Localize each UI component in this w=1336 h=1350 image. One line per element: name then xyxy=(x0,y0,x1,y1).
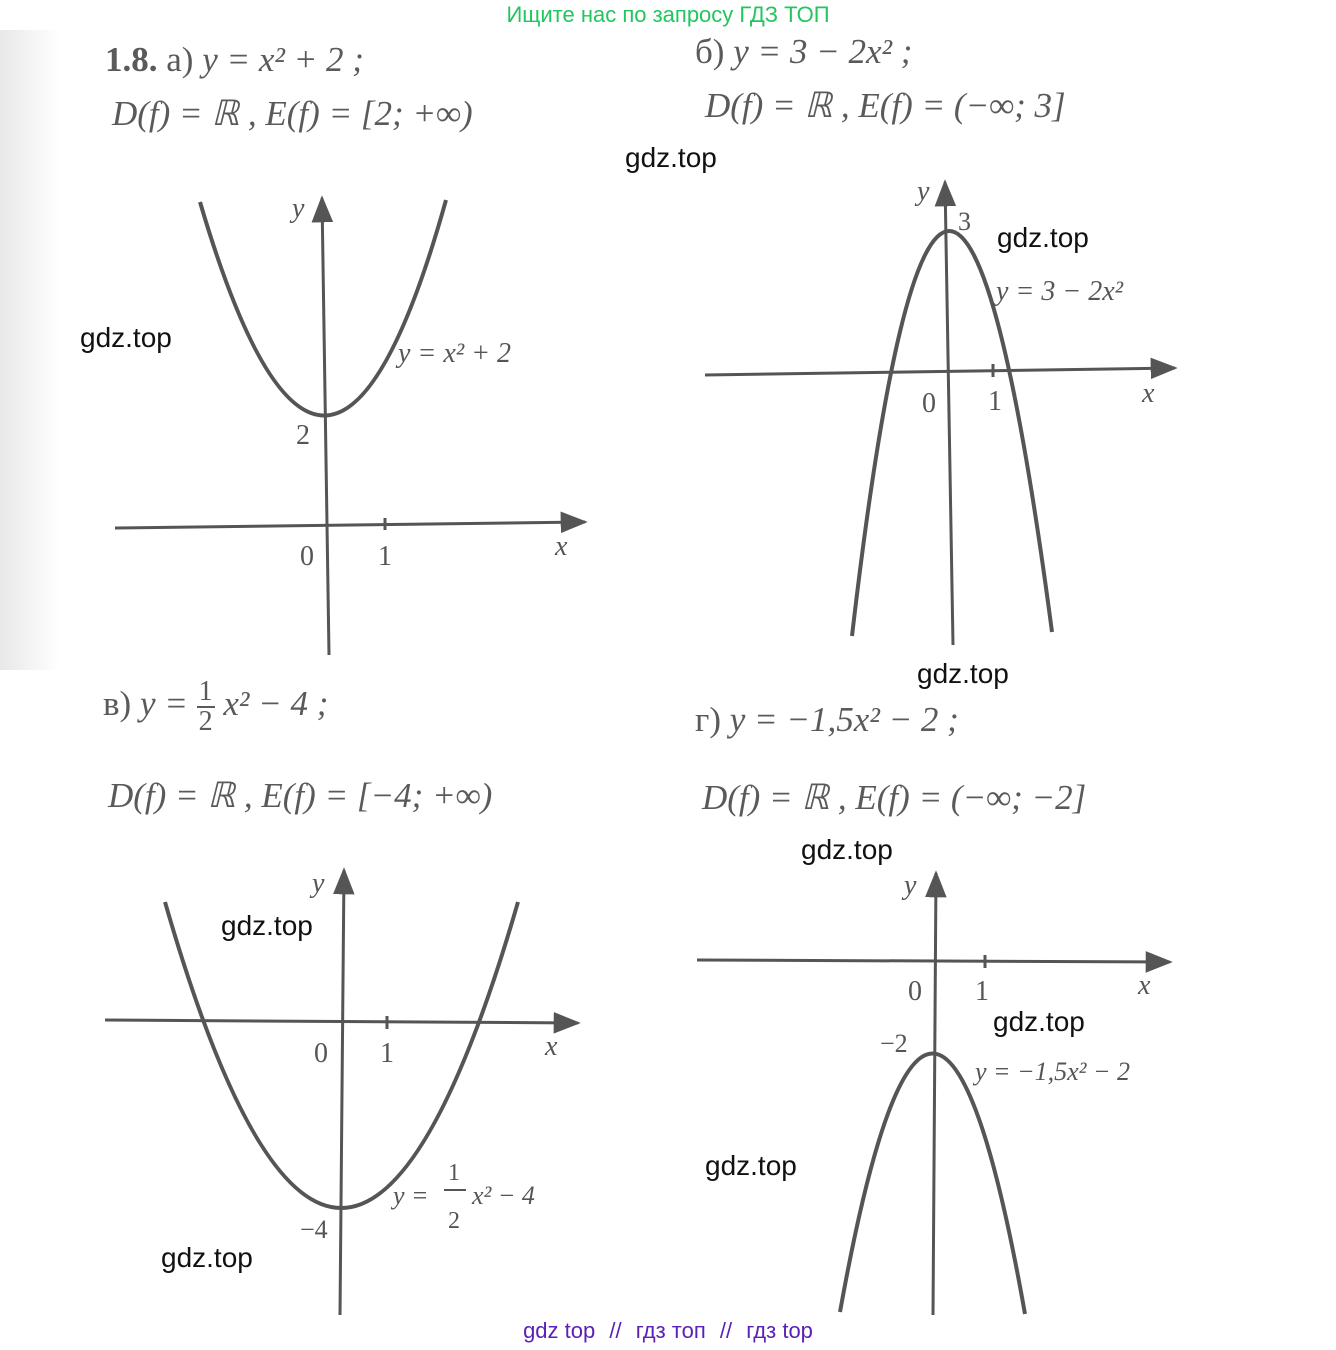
footer-link-gdz-top-mixed[interactable]: гдз top xyxy=(746,1318,813,1343)
graph-b-y-axis xyxy=(945,182,953,645)
graph-g-y-axis xyxy=(933,873,936,1315)
part-b-letter: б) xyxy=(695,32,725,71)
graph-a-curve-label: y = x² + 2 xyxy=(398,338,512,369)
graph-b-vertex-label: 3 xyxy=(958,207,971,236)
part-v-eq-prefix: y = xyxy=(139,684,188,724)
watermark-3: gdz.top xyxy=(80,322,172,353)
graph-g-tick-label: 1 xyxy=(975,976,989,1007)
watermark-4: gdz.top xyxy=(917,658,1009,689)
part-g-equation: y = −1,5x² − 2 ; xyxy=(729,700,959,739)
part-b-equation: y = 3 − 2x² ; xyxy=(733,32,913,71)
graph-g-x-axis xyxy=(697,960,1170,962)
graph-v-y-label: y xyxy=(312,868,325,899)
graph-a-y-axis xyxy=(322,198,329,655)
graph-v-x-label: x xyxy=(545,1031,558,1062)
watermark-1: gdz.top xyxy=(625,142,717,173)
part-v-frac-num: 1 xyxy=(198,676,213,707)
watermark-5: gdz.top xyxy=(801,834,893,865)
part-v-eq-suffix: x² − 4 ; xyxy=(223,684,329,724)
graph-b-tick-label: 1 xyxy=(988,386,1002,417)
part-a-equation: y = x² + 2 ; xyxy=(202,40,364,79)
graph-a-y-label: y xyxy=(292,193,305,224)
part-a-letter: а) xyxy=(166,40,194,79)
watermark-9: gdz.top xyxy=(161,1242,253,1273)
top-banner: Ищите нас по запросу ГДЗ ТОП xyxy=(506,2,830,27)
part-g-domain-range-text: D(f) = ℝ , E(f) = (−∞; −2] xyxy=(702,778,1087,817)
part-v-frac-den: 2 xyxy=(198,706,213,737)
footer-links xyxy=(0,1318,1336,1344)
graph-v-vertex-label: −4 xyxy=(300,1215,328,1244)
graph-v-origin: 0 xyxy=(314,1038,328,1069)
watermark-6: gdz.top xyxy=(221,910,313,941)
graph-g-origin: 0 xyxy=(908,976,922,1007)
graph-a-origin: 0 xyxy=(300,541,314,572)
graph-g-y-label: y xyxy=(904,870,917,901)
graph-g-curve-label: y = −1,5x² − 2 xyxy=(975,1057,1131,1086)
part-b-domain-range-text: D(f) = ℝ , E(f) = (−∞; 3] xyxy=(705,86,1066,125)
part-v-domain-range-text: D(f) = ℝ , E(f) = [−4; +∞) xyxy=(108,776,493,815)
graph-b-x-axis xyxy=(705,368,1175,375)
graph-a-x-axis xyxy=(115,522,585,528)
watermark-2: gdz.top xyxy=(997,222,1089,253)
graph-a-x-label: x xyxy=(555,531,568,562)
footer-link-gdz-top-ru[interactable]: гдз топ xyxy=(635,1318,706,1343)
graph-a xyxy=(115,193,585,655)
graph-g-x-label: x xyxy=(1138,970,1151,1001)
graph-a-vertex-label: 2 xyxy=(296,420,310,451)
part-a-domain-range-text: D(f) = ℝ , E(f) = [2; +∞) xyxy=(112,94,473,133)
graph-v-y-axis xyxy=(340,870,344,1315)
part-v-letter: в) xyxy=(103,684,132,724)
part-g-letter: г) xyxy=(695,700,722,739)
footer-link-gdz-top[interactable]: gdz top xyxy=(523,1318,596,1343)
watermark-7: gdz.top xyxy=(993,1006,1085,1037)
graph-g xyxy=(697,870,1170,1315)
graph-b-origin: 0 xyxy=(922,388,936,419)
graph-g-vertex-label: −2 xyxy=(880,1029,908,1058)
graph-b-x-label: x xyxy=(1142,378,1155,409)
footer-separator: // xyxy=(609,1318,622,1343)
footer-separator: // xyxy=(719,1318,733,1343)
graph-v-curve-label-prefix: y = xyxy=(393,1181,429,1210)
graph-v-curve-frac-den: 2 xyxy=(448,1208,460,1234)
watermark-8: gdz.top xyxy=(705,1150,797,1181)
graph-b-curve-label: y = 3 − 2x² xyxy=(996,276,1124,307)
graph-v-curve-frac-num: 1 xyxy=(448,1160,460,1186)
graph-b xyxy=(705,176,1175,645)
graph-a-tick-label: 1 xyxy=(378,541,392,572)
graph-b-y-label: y xyxy=(917,176,930,207)
graph-v-curve-label-suffix: x² − 4 xyxy=(472,1181,535,1210)
graph-v-tick-label: 1 xyxy=(380,1038,394,1069)
problem-number: 1.8. xyxy=(105,40,158,79)
